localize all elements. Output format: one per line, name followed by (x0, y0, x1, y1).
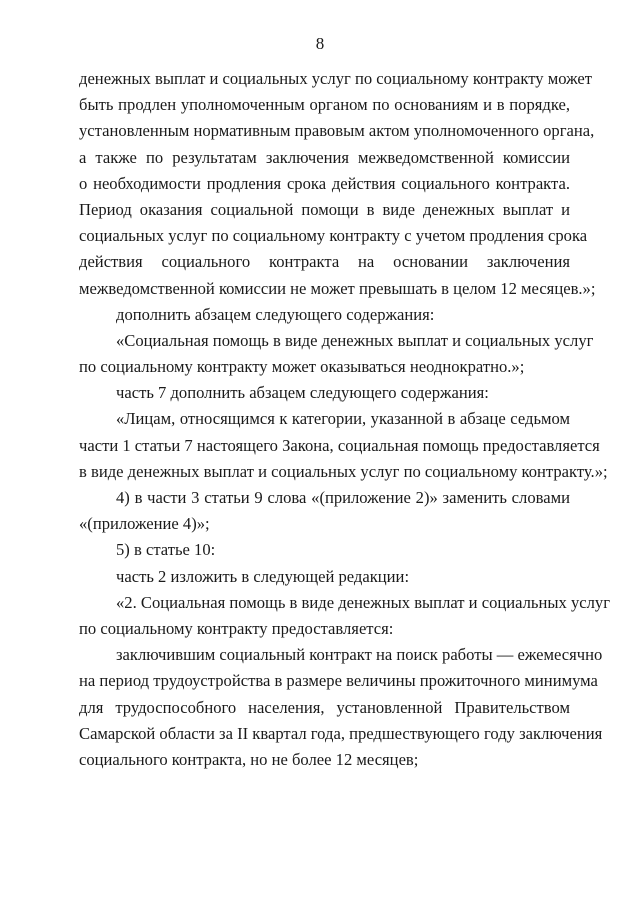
text-line: денежных выплат и социальных услуг по социальному контракту может (79, 69, 592, 88)
text-line: по социальному контракту может оказываться неоднократно.»; (79, 357, 525, 377)
text-line: на период трудоустройства в размере величины прожиточного минимума (79, 671, 598, 691)
paragraph (79, 590, 611, 642)
text-line: заключившим социальный контракт на поиск работы — ежемесячно (116, 645, 603, 665)
paragraph (79, 328, 594, 380)
paragraph (79, 66, 596, 302)
text-line: быть продлен уполномоченным органом по основаниям и в порядке, (79, 95, 570, 115)
text-line: 4) в части 3 статьи 9 слова «(приложение 2)» заменить словами (116, 488, 570, 507)
paragraph (79, 302, 570, 328)
text-line: межведомственной комиссии не может превышать в целом 12 месяцев.»; (79, 278, 596, 298)
text-line: «(приложение 4)»; (79, 514, 210, 534)
text-line: «2. Социальная помощь в виде денежных выплат и социальных услуг (116, 592, 611, 612)
text-line: по социальному контракту предоставляется: (79, 618, 394, 638)
paragraph (79, 485, 570, 537)
text-line: социальных услуг по социальному контракту с учетом продления срока (79, 226, 588, 246)
text-line: дополнить абзацем следующего содержания: (116, 304, 435, 324)
text-line: «Социальная помощь в виде денежных выплат и социальных услуг (116, 330, 594, 350)
text-line: социального контракта, но не более 12 месяцев; (79, 749, 419, 769)
paragraph (79, 406, 608, 485)
text-line: часть 7 дополнить абзацем следующего содержания: (116, 383, 489, 403)
text-line: части 1 статьи 7 настоящего Закона, социальная помощь предоставляется (79, 435, 600, 455)
text-line: часть 2 изложить в следующей редакции: (116, 566, 410, 586)
page-number: 8 (315, 34, 325, 53)
paragraph (79, 642, 603, 773)
text-line: Период оказания социальной помощи в виде денежных выплат и (79, 199, 570, 219)
text-line: «Лицам, относящимся к категории, указанной в абзаце седьмом (116, 409, 570, 429)
text-line: Самарской области за II квартал года, предшествующего году заключения (79, 723, 603, 743)
text-line: в виде денежных выплат и социальных услуг по социальному контракту.»; (79, 461, 608, 481)
text-line: а также по результатам заключения межведомственной комиссии (79, 147, 570, 167)
paragraph (79, 537, 570, 563)
paragraph (79, 380, 570, 406)
document-body (79, 66, 611, 773)
text-line: 5) в статье 10: (116, 540, 216, 560)
text-line: действия социального контракта на основании заключения (79, 252, 570, 272)
text-line: установленным нормативным правовым актом уполномоченного органа, (79, 121, 595, 141)
text-line: о необходимости продления срока действия социального контракта. (79, 173, 570, 193)
paragraph (79, 564, 570, 590)
text-line: для трудоспособного населения, установленной Правительством (79, 697, 570, 717)
